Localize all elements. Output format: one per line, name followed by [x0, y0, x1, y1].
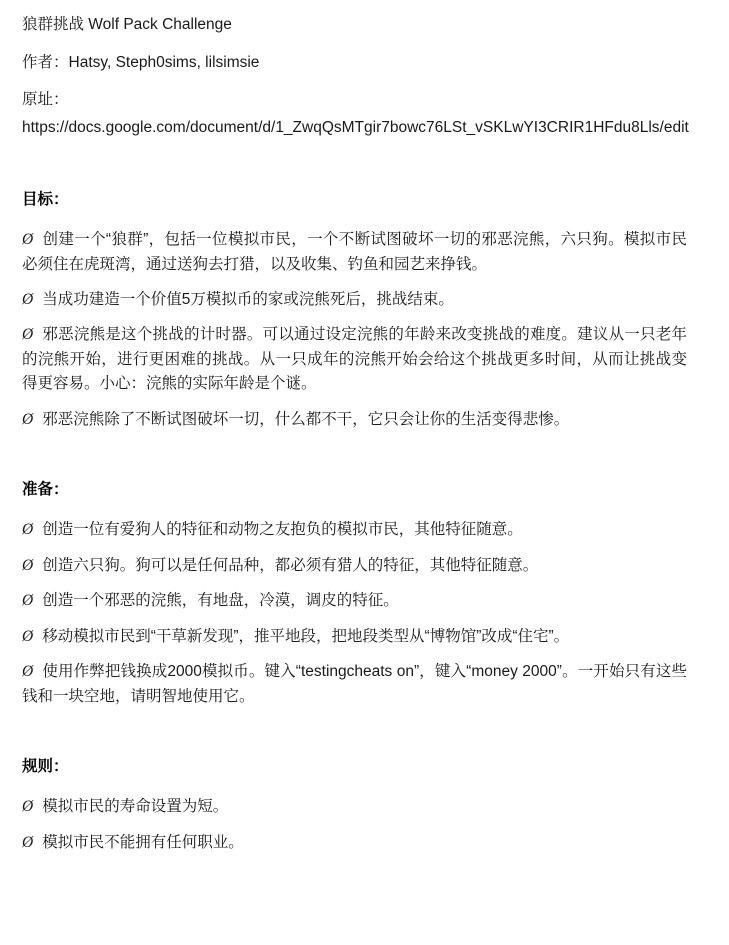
bullet-text: 创建一个“狼群”，包括一位模拟市民，一个不断试图破坏一切的邪恶浣熊，六只狗。模拟市民必须住在虎斑湾，通过送狗去打猎，以及收集、钓鱼和园艺来挣钱。 [22, 231, 687, 273]
bullet-text: 模拟市民的寿命设置为短。 [42, 798, 229, 816]
bullet-marker-icon: Ø [22, 592, 34, 610]
bullet-text: 创造一位有爱狗人的特征和动物之友抱负的模拟市民，其他特征随意。 [42, 521, 523, 539]
section-heading-rules: 规则： [22, 758, 69, 776]
bullet-item [22, 820, 687, 855]
bullet-text: 创造一个邪恶的浣熊，有地盘，冷漠，调皮的特征。 [42, 592, 399, 610]
bullet-marker-icon: Ø [22, 326, 34, 344]
source-label: 原址： [22, 91, 69, 108]
bullet-text: 创造六只狗。狗可以是任何品种，都必须有猎人的特征，其他特征随意。 [42, 556, 539, 574]
bullet-item [22, 277, 687, 312]
bullet-item [22, 649, 687, 709]
bullet-item [22, 397, 687, 432]
section-heading-preparation: 准备： [22, 481, 69, 499]
bullet-item [22, 543, 687, 578]
section-goals [22, 139, 705, 432]
section-preparation [22, 432, 705, 709]
bullet-marker-icon: Ø [22, 663, 34, 681]
bullet-item [22, 614, 687, 649]
section-heading-goals: 目标： [22, 190, 69, 208]
section-body-goals [22, 208, 705, 432]
bullet-marker-icon: Ø [22, 410, 34, 428]
document-title: 狼群挑战 Wolf Pack Challenge [22, 16, 232, 33]
document-authors: 作者：Hatsy, Steph0sims, lilsimsie [22, 53, 260, 71]
section-rules [22, 709, 705, 855]
section-body-preparation [22, 498, 705, 709]
document-header [22, 13, 705, 139]
bullet-text: 当成功建造一个价值5万模拟币的家或浣熊死后，挑战结束。 [42, 290, 454, 308]
bullet-text: 邪恶浣熊除了不断试图破坏一切，什么都不干，它只会让你的生活变得悲惨。 [42, 410, 570, 428]
bullet-marker-icon: Ø [22, 627, 34, 645]
bullet-text: 邪恶浣熊是这个挑战的计时器。可以通过设定浣熊的年龄来改变挑战的难度。建议从一只老年的浣熊开始，进行更困难的挑战。从一只成年的浣熊开始会给这个挑战更多时间，从而让挑战变得更容易。小心：浣熊的实际年龄是个谜。 [22, 326, 687, 393]
bullet-item [22, 784, 687, 819]
bullet-marker-icon: Ø [22, 290, 34, 308]
bullet-item [22, 312, 687, 396]
bullet-marker-icon: Ø [22, 556, 34, 574]
section-body-rules [22, 775, 705, 855]
bullet-marker-icon: Ø [22, 833, 34, 851]
bullet-text: 使用作弊把钱换成2000模拟币。键入“testingcheats on”，键入“money 2000”。一开始只有这些钱和一块空地，请明智地使用它。 [22, 663, 687, 705]
bullet-item [22, 578, 687, 613]
bullet-marker-icon: Ø [22, 798, 34, 816]
bullet-text: 移动模拟市民到“干草新发现”，推平地段，把地段类型从“博物馆”改成“住宅”。 [42, 627, 570, 645]
source-url[interactable]: https://docs.google.com/document/d/1_ZwqQsMTgir7bowc76LSt_vSKLwYI3CRIR1HFdu8Lls/edit [22, 118, 689, 136]
bullet-item [22, 507, 687, 542]
bullet-text: 模拟市民不能拥有任何职业。 [42, 833, 244, 851]
bullet-item [22, 217, 687, 277]
bullet-marker-icon: Ø [22, 231, 34, 249]
bullet-marker-icon: Ø [22, 521, 34, 539]
